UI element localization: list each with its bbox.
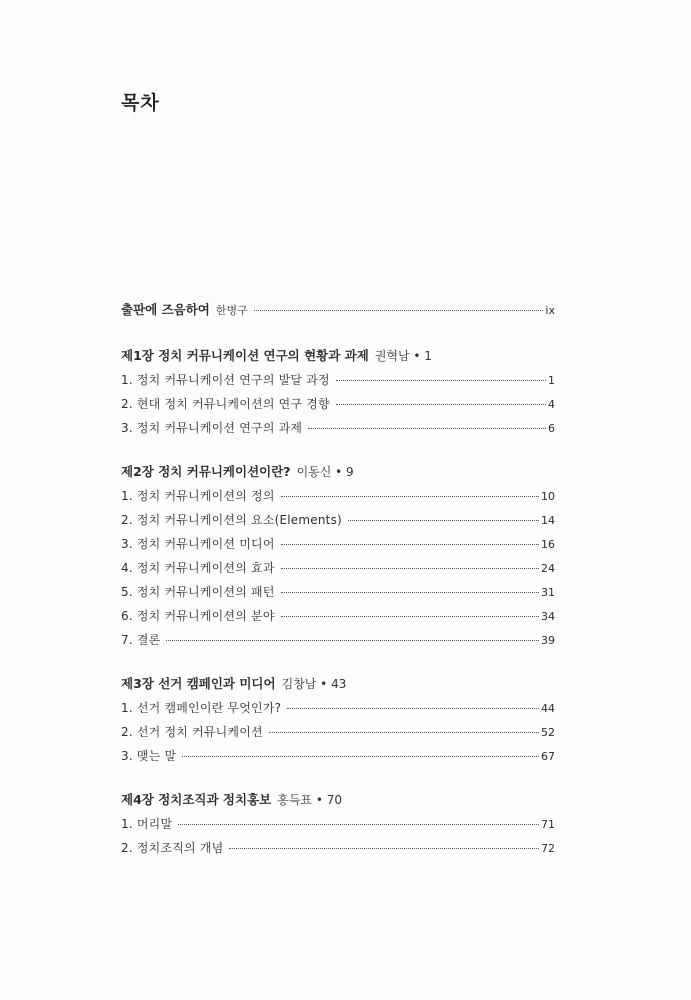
- section-label: 1. 정치 커뮤니케이션의 정의: [121, 489, 275, 503]
- page-title: 목차: [121, 92, 160, 114]
- page-number: 39: [541, 634, 555, 647]
- chapter-author: 홍득표 • 70: [277, 793, 342, 807]
- toc-section-entry[interactable]: [121, 631, 555, 655]
- section-label: 5. 정치 커뮤니케이션의 패턴: [121, 585, 275, 599]
- section-label: 4. 정치 커뮤니케이션의 효과: [121, 561, 275, 575]
- dot-leader: [281, 496, 539, 497]
- dot-leader: [348, 520, 539, 521]
- dot-leader: [336, 404, 546, 405]
- chapter-title: 제4장 정치조직과 정치홍보: [121, 792, 272, 807]
- chapter-title: 제1장 정치 커뮤니케이션 연구의 현황과 과제: [121, 348, 369, 363]
- page-number: 1: [548, 374, 555, 387]
- chapter-heading[interactable]: [121, 346, 555, 371]
- chapter-title: 제2장 정치 커뮤니케이션이란?: [121, 464, 291, 479]
- page-number: 14: [541, 514, 555, 527]
- page-number: 67: [541, 750, 555, 763]
- section-label: 2. 선거 정치 커뮤니케이션: [121, 725, 263, 739]
- page-number: 71: [541, 818, 555, 831]
- toc-section-entry[interactable]: [121, 559, 555, 583]
- toc-section-entry[interactable]: [121, 419, 555, 443]
- toc-section-entry[interactable]: [121, 395, 555, 419]
- section-label: 2. 정치조직의 개념: [121, 841, 224, 855]
- section-label: 1. 선거 캠페인이란 무엇인가?: [121, 701, 282, 715]
- page-number: 24: [541, 562, 555, 575]
- section-label: 7. 결론: [121, 633, 161, 647]
- dot-leader: [281, 592, 539, 593]
- toc-intro-entry[interactable]: [121, 300, 555, 324]
- dot-leader: [336, 380, 546, 381]
- intro-author: 한병구: [215, 304, 248, 317]
- dot-leader: [254, 310, 544, 311]
- page-number: 44: [541, 702, 555, 715]
- toc-section-entry[interactable]: [121, 371, 555, 395]
- section-label: 2. 현대 정치 커뮤니케이션의 연구 경향: [121, 397, 330, 411]
- dot-leader: [281, 544, 539, 545]
- page-number: 4: [548, 398, 555, 411]
- dot-leader: [287, 708, 539, 709]
- page-number: 52: [541, 726, 555, 739]
- page-number: ix: [545, 304, 555, 317]
- toc-section-entry[interactable]: [121, 747, 555, 771]
- toc-section-entry[interactable]: [121, 607, 555, 631]
- section-label: 1. 머리말: [121, 817, 173, 831]
- chapter-1: [121, 346, 555, 443]
- dot-leader: [281, 616, 539, 617]
- page-number: 10: [541, 490, 555, 503]
- section-label: 3. 맺는 말: [121, 749, 177, 763]
- dot-leader: [269, 732, 539, 733]
- chapter-author: 권혁남 • 1: [374, 349, 432, 363]
- toc-section-entry[interactable]: [121, 723, 555, 747]
- chapter-2: [121, 462, 555, 655]
- toc-section-entry[interactable]: [121, 511, 555, 535]
- dot-leader: [178, 824, 539, 825]
- section-label: 6. 정치 커뮤니케이션의 분야: [121, 609, 275, 623]
- page-number: 31: [541, 586, 555, 599]
- chapter-author: 이동신 • 9: [296, 465, 354, 479]
- page-number: 16: [541, 538, 555, 551]
- intro-title: 출판에 즈음하여: [121, 302, 210, 317]
- section-label: 3. 정치 커뮤니케이션 미디어: [121, 537, 275, 551]
- toc-section-entry[interactable]: [121, 487, 555, 511]
- toc-section-entry[interactable]: [121, 839, 555, 863]
- page-number: 34: [541, 610, 555, 623]
- chapter-author: 김창남 • 43: [281, 677, 347, 691]
- chapter-heading[interactable]: [121, 790, 555, 815]
- page-number: 72: [541, 842, 555, 855]
- section-label: 2. 정치 커뮤니케이션의 요소(Elements): [121, 513, 342, 527]
- page-number: 6: [548, 422, 555, 435]
- dot-leader: [182, 756, 539, 757]
- dot-leader: [229, 848, 539, 849]
- chapter-heading[interactable]: [121, 674, 555, 699]
- intro-label: [121, 300, 248, 318]
- toc-section-entry[interactable]: [121, 583, 555, 607]
- dot-leader: [308, 428, 546, 429]
- dot-leader: [281, 568, 539, 569]
- chapter-4: [121, 790, 555, 863]
- table-of-contents: [121, 300, 555, 882]
- toc-section-entry[interactable]: [121, 815, 555, 839]
- dot-leader: [166, 640, 539, 641]
- toc-section-entry[interactable]: [121, 699, 555, 723]
- chapter-title: 제3장 선거 캠페인과 미디어: [121, 676, 276, 691]
- toc-section-entry[interactable]: [121, 535, 555, 559]
- chapter-3: [121, 674, 555, 771]
- section-label: 1. 정치 커뮤니케이션 연구의 발달 과정: [121, 373, 330, 387]
- chapter-heading[interactable]: [121, 462, 555, 487]
- section-label: 3. 정치 커뮤니케이션 연구의 과제: [121, 421, 303, 435]
